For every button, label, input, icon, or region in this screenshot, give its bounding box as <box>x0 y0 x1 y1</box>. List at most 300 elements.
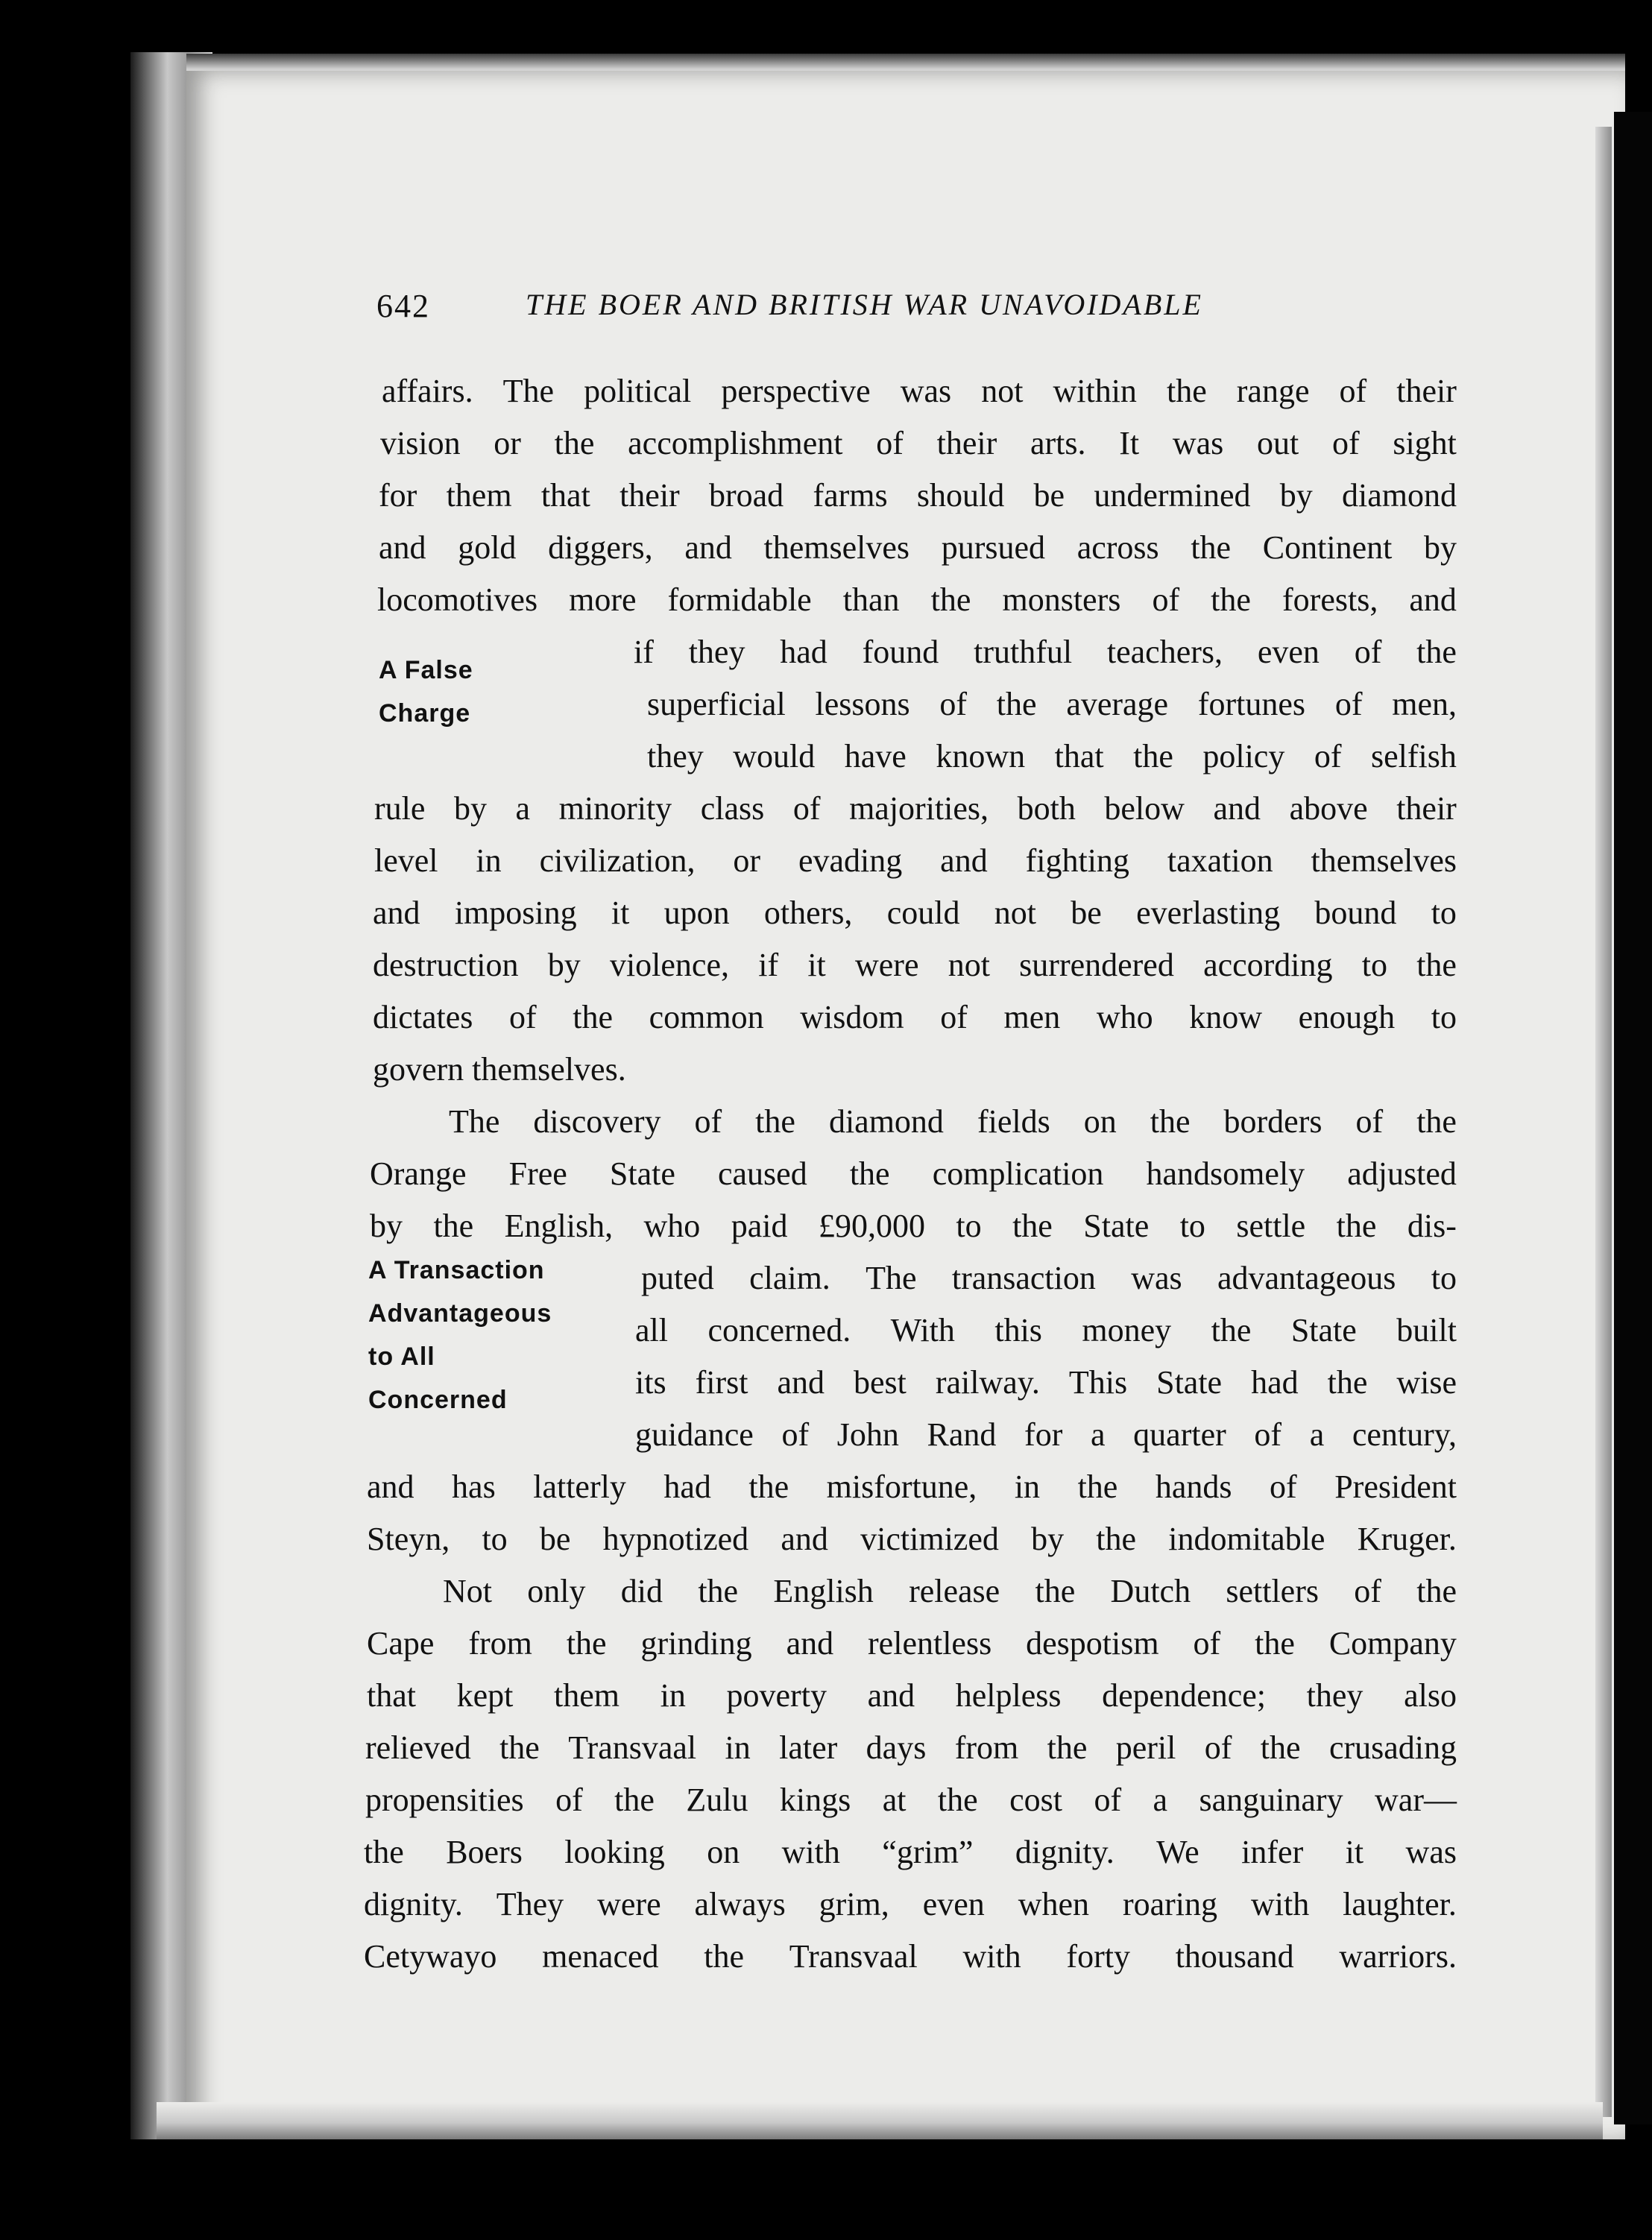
word: £90,000 <box>818 1208 925 1244</box>
word: We <box>1156 1834 1199 1870</box>
word: sanguinary <box>1199 1782 1343 1818</box>
word: Steyn, <box>367 1521 450 1557</box>
word: forty <box>1066 1938 1130 1975</box>
word: dictates <box>373 999 473 1035</box>
word: of <box>1152 581 1180 618</box>
word: Boers <box>446 1834 523 1870</box>
word: at <box>882 1782 907 1818</box>
text-line <box>647 678 1457 730</box>
word: with <box>781 1834 840 1870</box>
word: and <box>684 529 732 566</box>
page-number: 642 <box>376 288 430 324</box>
word: war— <box>1375 1782 1457 1818</box>
sidenote-transaction <box>368 1249 552 1422</box>
word: was <box>1405 1834 1457 1870</box>
word: within <box>1053 373 1137 409</box>
word: not <box>994 895 1036 931</box>
word: truthful <box>974 634 1073 670</box>
word: of <box>1354 634 1382 670</box>
word: formidable <box>667 581 812 618</box>
text-line <box>647 731 1457 782</box>
word: despotism <box>1026 1625 1159 1662</box>
text-line <box>641 1252 1457 1304</box>
word: that <box>540 477 590 514</box>
word: of <box>1254 1416 1282 1453</box>
word: below <box>1104 790 1185 827</box>
word: of <box>555 1782 583 1818</box>
word: and <box>777 1364 825 1401</box>
word: grinding <box>640 1625 752 1662</box>
word: discovery <box>533 1103 661 1140</box>
word: found <box>862 634 939 670</box>
word: the <box>1035 1573 1076 1609</box>
word: that <box>1054 738 1104 774</box>
word: of <box>509 999 537 1035</box>
word: relentless <box>868 1625 992 1662</box>
word: best <box>853 1364 907 1401</box>
word: thousand <box>1175 1938 1294 1975</box>
word: in <box>660 1677 686 1714</box>
word: kept <box>456 1677 514 1714</box>
word: transaction <box>951 1260 1096 1296</box>
word: poverty <box>726 1677 827 1714</box>
word: be <box>1071 895 1102 931</box>
word: by <box>1031 1521 1065 1557</box>
word: quarter <box>1133 1416 1226 1453</box>
word: broad <box>708 477 784 514</box>
word: teachers, <box>1106 634 1223 670</box>
word: to <box>1361 947 1387 983</box>
sidenote-line: A False <box>379 656 473 684</box>
word: peril <box>1115 1729 1176 1766</box>
word: with <box>1250 1886 1310 1922</box>
word: violence, <box>609 947 729 983</box>
word: diggers, <box>548 529 653 566</box>
word: even <box>922 1886 985 1922</box>
word: everlasting <box>1136 895 1281 931</box>
word: out <box>1257 425 1299 461</box>
word: the <box>1416 1573 1457 1609</box>
word: State <box>1156 1364 1223 1401</box>
word: pursued <box>941 529 1046 566</box>
word: in <box>1014 1468 1041 1505</box>
sidenote-line: to All <box>368 1343 435 1371</box>
word: the <box>433 1208 474 1244</box>
word: first <box>695 1364 748 1401</box>
text-line <box>364 1931 1457 1982</box>
word: on <box>1083 1103 1117 1140</box>
word: Continent <box>1262 529 1393 566</box>
word: dignity. <box>364 1886 463 1922</box>
text-line <box>364 1826 1457 1878</box>
word: they <box>688 634 745 670</box>
word: complication <box>932 1155 1104 1192</box>
word: the <box>1191 529 1232 566</box>
text-line <box>635 1357 1457 1408</box>
word: of <box>792 790 821 827</box>
word: all <box>635 1312 668 1348</box>
word: it <box>611 895 630 931</box>
word: money <box>1082 1312 1172 1348</box>
text-line <box>365 1774 1457 1826</box>
word: of <box>1355 1103 1384 1140</box>
scan-border-right <box>1614 112 1652 2124</box>
word: to <box>1179 1208 1205 1244</box>
word: laughter. <box>1343 1886 1457 1922</box>
word: this <box>994 1312 1042 1348</box>
word: superficial <box>647 686 786 722</box>
word: themselves <box>763 529 910 566</box>
word: always <box>694 1886 786 1922</box>
word: the <box>996 686 1037 722</box>
word: men, <box>1392 686 1457 722</box>
word: the <box>554 425 595 461</box>
word: common <box>649 999 764 1035</box>
word: days <box>866 1729 927 1766</box>
word: Dutch <box>1110 1573 1191 1609</box>
word: of <box>1204 1729 1232 1766</box>
word: policy <box>1202 738 1285 774</box>
sidenote-line: A Transaction <box>368 1256 545 1284</box>
word: imposing <box>454 895 577 931</box>
word: settle <box>1236 1208 1306 1244</box>
word: later <box>779 1729 838 1766</box>
word: puted <box>641 1260 714 1296</box>
word: the <box>1416 1103 1457 1140</box>
word: of <box>781 1416 810 1453</box>
word: kings <box>779 1782 851 1818</box>
word: above <box>1289 790 1368 827</box>
word: to <box>1431 999 1457 1035</box>
word: century, <box>1352 1416 1457 1453</box>
word: the <box>1012 1208 1053 1244</box>
word: of <box>1331 425 1360 461</box>
word: Rand <box>927 1416 997 1453</box>
word: latterly <box>533 1468 626 1505</box>
text-line <box>373 939 1457 991</box>
word: for <box>1024 1416 1063 1453</box>
word: bound <box>1314 895 1397 931</box>
word: Zulu <box>686 1782 748 1818</box>
word: and <box>781 1521 828 1557</box>
word: of <box>1193 1625 1221 1662</box>
word: John <box>836 1416 899 1453</box>
word: English, <box>504 1208 614 1244</box>
word: not <box>981 373 1024 409</box>
word: of <box>1334 686 1363 722</box>
word: wisdom <box>800 999 904 1035</box>
word: surrendered <box>1019 947 1174 983</box>
word: to <box>1431 895 1457 931</box>
word: the <box>1133 738 1173 774</box>
word: the <box>1211 581 1251 618</box>
word: the <box>937 1782 978 1818</box>
word: the <box>1047 1729 1088 1766</box>
word: a <box>1309 1416 1325 1453</box>
text-line <box>374 835 1457 886</box>
word: the <box>1260 1729 1301 1766</box>
word: majorities, <box>849 790 989 827</box>
text-line <box>377 574 1457 625</box>
word: their <box>936 425 997 461</box>
word: dis- <box>1407 1208 1457 1244</box>
word: the <box>748 1468 789 1505</box>
word: had <box>663 1468 711 1505</box>
word: fighting <box>1025 842 1129 879</box>
word: was <box>1172 425 1224 461</box>
word: by <box>370 1208 403 1244</box>
word: the <box>698 1573 739 1609</box>
word: hands <box>1155 1468 1232 1505</box>
word: dependence; <box>1102 1677 1267 1714</box>
word: men <box>1003 999 1061 1035</box>
word: the <box>704 1938 745 1975</box>
word: when <box>1018 1886 1090 1922</box>
word: release <box>909 1573 1000 1609</box>
word: paid <box>731 1208 788 1244</box>
word: of <box>940 999 968 1035</box>
running-title: THE BOER AND BRITISH WAR UNAVOIDABLE <box>526 288 1203 321</box>
word: This <box>1068 1364 1128 1401</box>
text-line <box>373 887 1457 938</box>
word: State <box>1083 1208 1150 1244</box>
word: arts. <box>1030 425 1086 461</box>
word: and <box>786 1625 834 1662</box>
word: did <box>620 1573 663 1609</box>
word: gold <box>458 529 517 566</box>
word: if <box>758 947 779 983</box>
word: them <box>554 1677 620 1714</box>
word: it <box>1345 1834 1364 1870</box>
word: more <box>569 581 637 618</box>
word: monsters <box>1002 581 1121 618</box>
word: selfish <box>1371 738 1457 774</box>
word: according <box>1203 947 1333 983</box>
word: upon <box>663 895 730 931</box>
sidenote-false-charge <box>379 649 473 735</box>
word: vision <box>380 425 461 461</box>
word: the <box>1211 1312 1252 1348</box>
word: to <box>1431 1260 1457 1296</box>
word: known <box>936 738 1026 774</box>
word: claim. <box>749 1260 830 1296</box>
word: the <box>364 1834 404 1870</box>
word: their <box>620 477 680 514</box>
word: and <box>373 895 420 931</box>
text-line <box>380 417 1457 469</box>
word: Transvaal <box>789 1938 918 1975</box>
text-line <box>635 1304 1457 1356</box>
text-line <box>379 470 1457 521</box>
word: by <box>547 947 581 983</box>
word: cost <box>1009 1782 1063 1818</box>
word: minority <box>558 790 672 827</box>
word: of <box>694 1103 722 1140</box>
word: lessons <box>815 686 910 722</box>
word: of <box>1314 738 1342 774</box>
word: a <box>1153 1782 1168 1818</box>
word: the <box>1150 1103 1191 1140</box>
word: level <box>374 842 438 879</box>
word: Orange <box>370 1155 467 1192</box>
word: wise <box>1396 1364 1457 1401</box>
word: the <box>573 999 614 1035</box>
word: and <box>367 1468 414 1505</box>
word: not <box>948 947 990 983</box>
word: to <box>956 1208 982 1244</box>
word: Transvaal <box>568 1729 697 1766</box>
word: looking <box>564 1834 665 1870</box>
word: if <box>634 634 654 670</box>
word: were <box>597 1886 661 1922</box>
word: have <box>844 738 907 774</box>
word: a <box>1091 1416 1106 1453</box>
word: fields <box>977 1103 1050 1140</box>
word: or <box>733 842 761 879</box>
word: the <box>1416 947 1457 983</box>
word: and <box>940 842 988 879</box>
word: even <box>1257 634 1320 670</box>
word: the <box>1077 1468 1118 1505</box>
word: destruction <box>373 947 519 983</box>
text-line <box>443 1565 1457 1617</box>
word: range <box>1236 373 1310 409</box>
word: it <box>807 947 826 983</box>
word: the <box>1096 1521 1137 1557</box>
word: or <box>494 425 521 461</box>
word: fortunes <box>1197 686 1306 722</box>
word: advantageous <box>1217 1260 1396 1296</box>
word: with <box>962 1938 1021 1975</box>
text-line <box>365 1722 1457 1773</box>
word: the <box>930 581 971 618</box>
sidenote-line: Concerned <box>368 1386 508 1414</box>
word: for <box>379 477 417 514</box>
word: had <box>780 634 827 670</box>
text-line <box>373 991 1457 1043</box>
word: “grim” <box>882 1834 974 1870</box>
word: of <box>1354 1573 1381 1609</box>
text-line <box>379 522 1457 573</box>
word: by <box>453 790 487 827</box>
word: its <box>635 1364 666 1401</box>
word: accomplishment <box>628 425 843 461</box>
sidenote-line: Charge <box>379 699 471 728</box>
word: than <box>842 581 900 618</box>
text-line <box>634 626 1457 678</box>
text-line <box>382 365 1457 417</box>
word: the <box>1166 373 1207 409</box>
text-line <box>367 1461 1457 1512</box>
word: diamond <box>828 1103 944 1140</box>
word: by <box>1279 477 1313 514</box>
text-line <box>449 1096 1457 1147</box>
word: could <box>886 895 960 931</box>
text-line <box>367 1670 1457 1721</box>
word: be <box>1033 477 1065 514</box>
word: enough <box>1298 999 1396 1035</box>
word: of <box>939 686 968 722</box>
word: relieved <box>365 1729 471 1766</box>
word: sight <box>1393 425 1457 461</box>
word: of <box>1339 373 1367 409</box>
text-line <box>367 1618 1457 1669</box>
running-head <box>376 287 1375 339</box>
word: handsomely <box>1146 1155 1305 1192</box>
word: The <box>449 1103 500 1140</box>
word: Company <box>1328 1625 1457 1662</box>
word: State <box>609 1155 675 1192</box>
word: was <box>900 373 952 409</box>
word: taxation <box>1167 842 1273 879</box>
text-line <box>370 1200 1457 1252</box>
word: farms <box>813 477 888 514</box>
page-bottom-edge <box>157 2102 1603 2143</box>
word: themselves <box>1311 842 1457 879</box>
word: in <box>725 1729 751 1766</box>
word: civilization, <box>539 842 696 879</box>
word: they <box>1306 1677 1363 1714</box>
word: State <box>1290 1312 1357 1348</box>
word: adjusted <box>1347 1155 1457 1192</box>
word: their <box>1396 373 1457 409</box>
word: class <box>700 790 765 827</box>
word: and <box>1213 790 1261 827</box>
word: only <box>527 1573 586 1609</box>
text-line <box>364 1878 1457 1930</box>
word: political <box>584 373 692 409</box>
word: across <box>1076 529 1159 566</box>
word: of <box>1094 1782 1122 1818</box>
word: the <box>755 1103 795 1140</box>
word: the <box>614 1782 655 1818</box>
word: on <box>707 1834 740 1870</box>
word: to <box>482 1521 508 1557</box>
word: helpless <box>955 1677 1062 1714</box>
word: the <box>1416 634 1457 670</box>
word: their <box>1396 790 1457 827</box>
word: the <box>566 1625 607 1662</box>
word: who <box>643 1208 701 1244</box>
word: the <box>1336 1208 1377 1244</box>
text-line <box>374 783 1457 834</box>
scan-border-bottom <box>134 2139 1652 2240</box>
word: infer <box>1241 1834 1304 1870</box>
word: in <box>476 842 502 879</box>
word: Not <box>443 1573 492 1609</box>
word: Cape <box>367 1625 435 1662</box>
word: the <box>849 1155 890 1192</box>
word: them <box>446 477 512 514</box>
word: undermined <box>1094 477 1251 514</box>
word: borders <box>1223 1103 1322 1140</box>
word: roaring <box>1122 1886 1218 1922</box>
word: a <box>515 790 531 827</box>
word: grim, <box>819 1886 889 1922</box>
word: who <box>1096 999 1153 1035</box>
word: dignity. <box>1015 1834 1115 1870</box>
text-line <box>635 1409 1457 1460</box>
word: perspective <box>721 373 871 409</box>
word: were <box>855 947 919 983</box>
word: others, <box>763 895 853 931</box>
word: hypnotized <box>602 1521 749 1557</box>
word: menaced <box>542 1938 659 1975</box>
word: President <box>1334 1468 1457 1505</box>
word: both <box>1017 790 1076 827</box>
text-line <box>367 1513 1457 1565</box>
word: they <box>647 738 704 774</box>
